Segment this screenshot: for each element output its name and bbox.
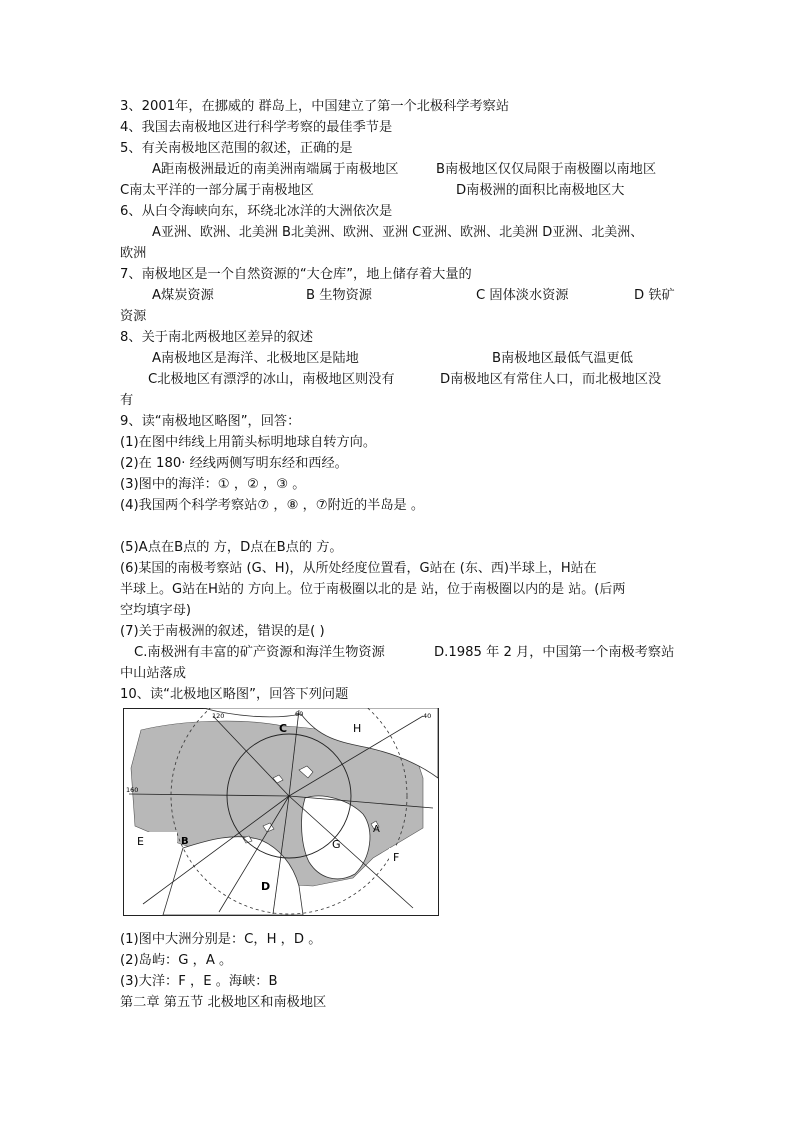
question-6-options: A亚洲、欧洲、北美洲 B北美洲、欧洲、亚洲 C亚洲、欧洲、北美洲 D亚洲、北美洲、: [152, 225, 644, 240]
question-9-stem: 9、读“南极地区略图”，回答：: [120, 414, 301, 429]
question-10-part-3: (3)大洋：F ，E 。海峡：B: [120, 974, 278, 989]
question-10-stem: 10、读“北极地区略图”，回答下列问题: [120, 687, 349, 702]
question-7-option-a: A煤炭资源: [152, 288, 214, 303]
map-label-b: B: [181, 836, 189, 847]
question-5-option-c: C南太平洋的一部分属于南极地区: [120, 183, 314, 198]
lon-label-60: 60: [295, 710, 304, 718]
question-8-option-b: B南极地区最低气温更低: [492, 351, 633, 366]
question-9-part-7-option-c: C.南极洲有丰富的矿产资源和海洋生物资源: [134, 645, 385, 660]
question-8-option-d: D南极地区有常住人口，而北极地区没: [440, 372, 662, 387]
question-7-option-b: B 生物资源: [306, 288, 372, 303]
chapter-footer: 第二章 第五节 北极地区和南极地区: [120, 995, 327, 1010]
question-5-option-a: A距南极洲最近的南美洲南端属于南极地区: [152, 162, 399, 177]
question-6-stem: 6、从白令海峡向东，环绕北冰洋的大洲依次是: [120, 204, 393, 219]
question-6-options-cont: 欧洲: [120, 246, 147, 261]
question-5-option-d: D南极洲的面积比南极地区大: [456, 183, 625, 198]
question-9-part-2: (2)在 180· 经线两侧写明东经和西经。: [120, 456, 348, 471]
question-9-part-1: (1)在图中纬线上用箭头标明地球自转方向。: [120, 435, 377, 450]
question-5-option-b: B南极地区仅仅局限于南极圈以南地区: [436, 162, 657, 177]
question-8-option-d-cont: 有: [120, 393, 134, 408]
question-7-option-d: D 铁矿: [634, 288, 675, 303]
question-9-part-6: (6)某国的南极考察站 (G、H)，从所处经度位置看，G站在 (东、西)半球上，H站在: [120, 561, 597, 576]
question-8-option-c: C北极地区有漂浮的冰山，南极地区则没有: [148, 372, 395, 387]
question-9-part-3: (3)图中的海洋：① ，② ，③ 。: [120, 477, 306, 492]
question-10-part-1: (1)图中大洲分别是：C，H ，D 。: [120, 932, 322, 947]
question-9-part-7-option-d-cont: 中山站落成: [120, 666, 186, 681]
lon-label-40: 40: [423, 712, 432, 720]
question-7-option-d-cont: 资源: [120, 309, 147, 324]
map-label-f: F: [393, 851, 400, 864]
question-8-option-a: A南极地区是海洋、北极地区是陆地: [152, 351, 359, 366]
question-3: 3、2001年，在挪威的 群岛上，中国建立了第一个北极科学考察站: [120, 99, 510, 114]
map-label-d: D: [261, 880, 271, 893]
map-label-g: G: [332, 838, 341, 851]
question-8-stem: 8、关于南北两极地区差异的叙述: [120, 330, 314, 345]
lon-label-120: 120: [212, 712, 225, 720]
question-9-part-6-end: 空均填字母): [120, 603, 192, 618]
question-9-part-6-cont: 半球上。G站在H站的 方向上。位于南极圈以北的是 站，位于南极圈以内的是 站。(后两: [120, 582, 626, 597]
question-5-stem: 5、有关南极地区范围的叙述，正确的是: [120, 141, 353, 156]
map-label-e: E: [137, 835, 144, 848]
question-4: 4、我国去南极地区进行科学考察的最佳季节是: [120, 120, 393, 135]
question-7-stem: 7、南极地区是一个自然资源的“大仓库”，地上储存着大量的: [120, 267, 472, 282]
lon-label-160: 160: [126, 786, 139, 794]
map-label-c: C: [279, 722, 288, 735]
question-9-part-4: (4)我国两个科学考察站⑦ ，⑧ ，⑦附近的半岛是 。: [120, 498, 425, 513]
question-10-part-2: (2)岛屿：G ，A 。: [120, 953, 233, 968]
question-9-part-7-option-d: D.1985 年 2 月，中国第一个南极考察站: [434, 645, 675, 660]
map-label-a: A: [373, 824, 380, 835]
question-9-part-7: (7)关于南极洲的叙述，错误的是( ): [120, 624, 325, 639]
question-9-part-5: (5)A点在B点的 方，D点在B点的 方。: [120, 540, 343, 555]
map-label-h: H: [353, 722, 362, 735]
arctic-map: [123, 708, 439, 916]
question-7-option-c: C 固体淡水资源: [476, 288, 569, 303]
